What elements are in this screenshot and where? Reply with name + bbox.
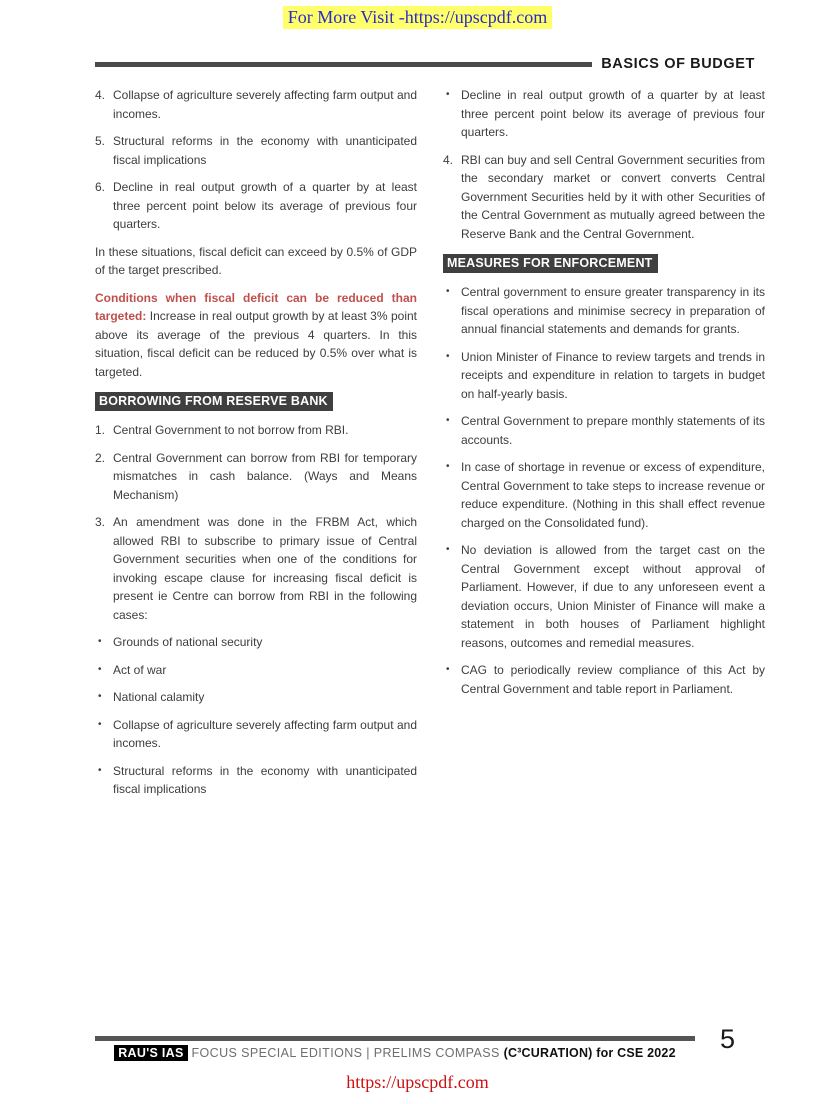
item-number: 5. [95,134,106,148]
item-text: Collapse of agriculture severely affecting farm output and incomes. [113,88,417,121]
bullet-text: Central Government to prepare monthly statements of its accounts. [461,414,765,447]
item-text: An amendment was done in the FRBM Act, which allowed RBI to subscribe to primary issue of Central Government securities when one of the conditions for invoking escape clause for increasing fiscal deficit is present ie Centre can borrow from RBI in the following cases: [113,515,417,622]
item-number: 3. [95,515,106,529]
footer-line [95,1046,695,1060]
bullet-text: Grounds of national security [113,635,263,649]
bullet-item [443,661,765,698]
section-header-borrowing: BORROWING FROM RESERVE BANK [95,392,333,411]
bullet-marker: • [446,544,450,555]
numbered-item [95,86,417,123]
footer-brand-box: RAU'S IAS [114,1045,187,1061]
bullet-text: National calamity [113,690,205,704]
item-number: 4. [443,152,454,167]
bullet-item [95,688,417,707]
item-text: Decline in real output growth of a quarter by at least three percent point below its average of previous four quarters. [113,180,417,231]
bullet-marker: • [446,286,450,297]
bullet-text: Structural reforms in the economy with unanticipated fiscal implications [113,763,417,796]
footer-series-text: FOCUS SPECIAL EDITIONS | PRELIMS COMPASS [187,1046,504,1060]
bullet-item [95,661,417,680]
item-number: 2. [95,450,106,465]
bullet-text: Decline in real output growth of a quarter by at least three percent point below its average of previous four quarters. [461,88,765,139]
bullet-text: No deviation is allowed from the target cast on the Central Government except without approval of Parliament. However, if due to any unforeseen event a deviation occurs, Union Minister of Finance will make a statement in both houses of Parliament highlight reasons, outcomes and remedial measures. [461,543,765,650]
bullet-item [443,86,765,142]
page-number: 5 [720,1024,736,1054]
bullet-item [443,458,765,532]
numbered-item [95,513,417,624]
bullet-marker: • [446,461,450,472]
bullet-marker: • [446,664,450,675]
red-lead-text: Conditions when fiscal deficit can be reduced than targeted: [95,290,417,323]
bullet-text: In case of shortage in revenue or excess of expenditure, Central Government to take steps to increase revenue or reduce expenditure. (Nothing in this shall effect revenue charged on the Consolidated fund). [461,460,765,530]
section-header-measures: MEASURES FOR ENFORCEMENT [443,254,658,273]
bullet-item [95,716,417,753]
item-text: RBI can buy and sell Central Government securities from the secondary market or convert converts Central Government Securities held by it with other Securities of the Central Government as mutually agreed between the Reserve Bank and the Central Government. [461,152,765,241]
bullet-marker: • [446,415,450,426]
section-header-measures-wrap [443,252,765,283]
bullet-item [95,633,417,652]
bullet-item [95,762,417,799]
paragraph: In these situations, fiscal deficit can exceed by 0.5% of GDP of the target prescribed. [95,244,417,277]
bullet-text: Act of war [113,662,167,677]
section-header-borrowing-wrap [95,390,417,421]
bullet-item [443,541,765,652]
item-number: 1. [95,423,106,437]
bullet-text: CAG to periodically review compliance of this Act by Central Government and table report in Parliament. [461,663,765,696]
header-rule [95,62,592,67]
bullet-text: Union Minister of Finance to review targets and trends in receipts and expenditure in relation to targets in budget on half-yearly basis. [461,349,765,401]
left-column [95,86,417,808]
item-text: Structural reforms in the economy with unanticipated fiscal implications [113,134,417,167]
bullet-marker: • [98,663,102,675]
numbered-item [95,449,417,505]
footer-link-wrap [0,1072,835,1093]
item-text: Central Government can borrow from RBI for temporary mismatches in cash balance. (Ways and Means Mechanism) [113,450,417,502]
right-column [443,86,765,707]
page-title: BASICS OF BUDGET [601,56,755,72]
item-number: 6. [95,180,106,194]
bullet-marker: • [98,636,102,647]
red-rest-text: Increase in real output growth by at least 3% point above its average of the previous 4 quarters. In this situation, fiscal deficit can be reduced by 0.5% over what is targeted. [95,309,417,379]
footer-link[interactable]: https://upscpdf.com [346,1072,489,1092]
numbered-item [95,132,417,169]
top-banner [0,6,835,29]
footer-rule [95,1036,695,1041]
bullet-marker: • [98,764,102,776]
top-banner-link[interactable]: For More Visit -https://upscpdf.com [283,6,553,29]
bullet-item [443,283,765,339]
bullet-marker: • [446,89,450,100]
bullet-text: Collapse of agriculture severely affecting farm output and incomes. [113,717,417,750]
bullet-marker: • [98,691,102,702]
numbered-item [443,151,765,244]
bullet-marker: • [446,350,450,362]
bullet-item [443,348,765,404]
item-number: 4. [95,88,106,102]
item-text: Central Government to not borrow from RBI. [113,423,349,437]
numbered-item [95,421,417,440]
bullet-item [443,412,765,449]
numbered-item [95,178,417,234]
bullet-marker: • [98,718,102,730]
footer-curation-text: (C³CURATION) for CSE 2022 [503,1046,676,1060]
bullet-text: Central government to ensure greater transparency in its fiscal operations and minimise secrecy in preparation of annual financial statements and demands for grants. [461,285,765,336]
paragraph-conditions [95,289,417,382]
